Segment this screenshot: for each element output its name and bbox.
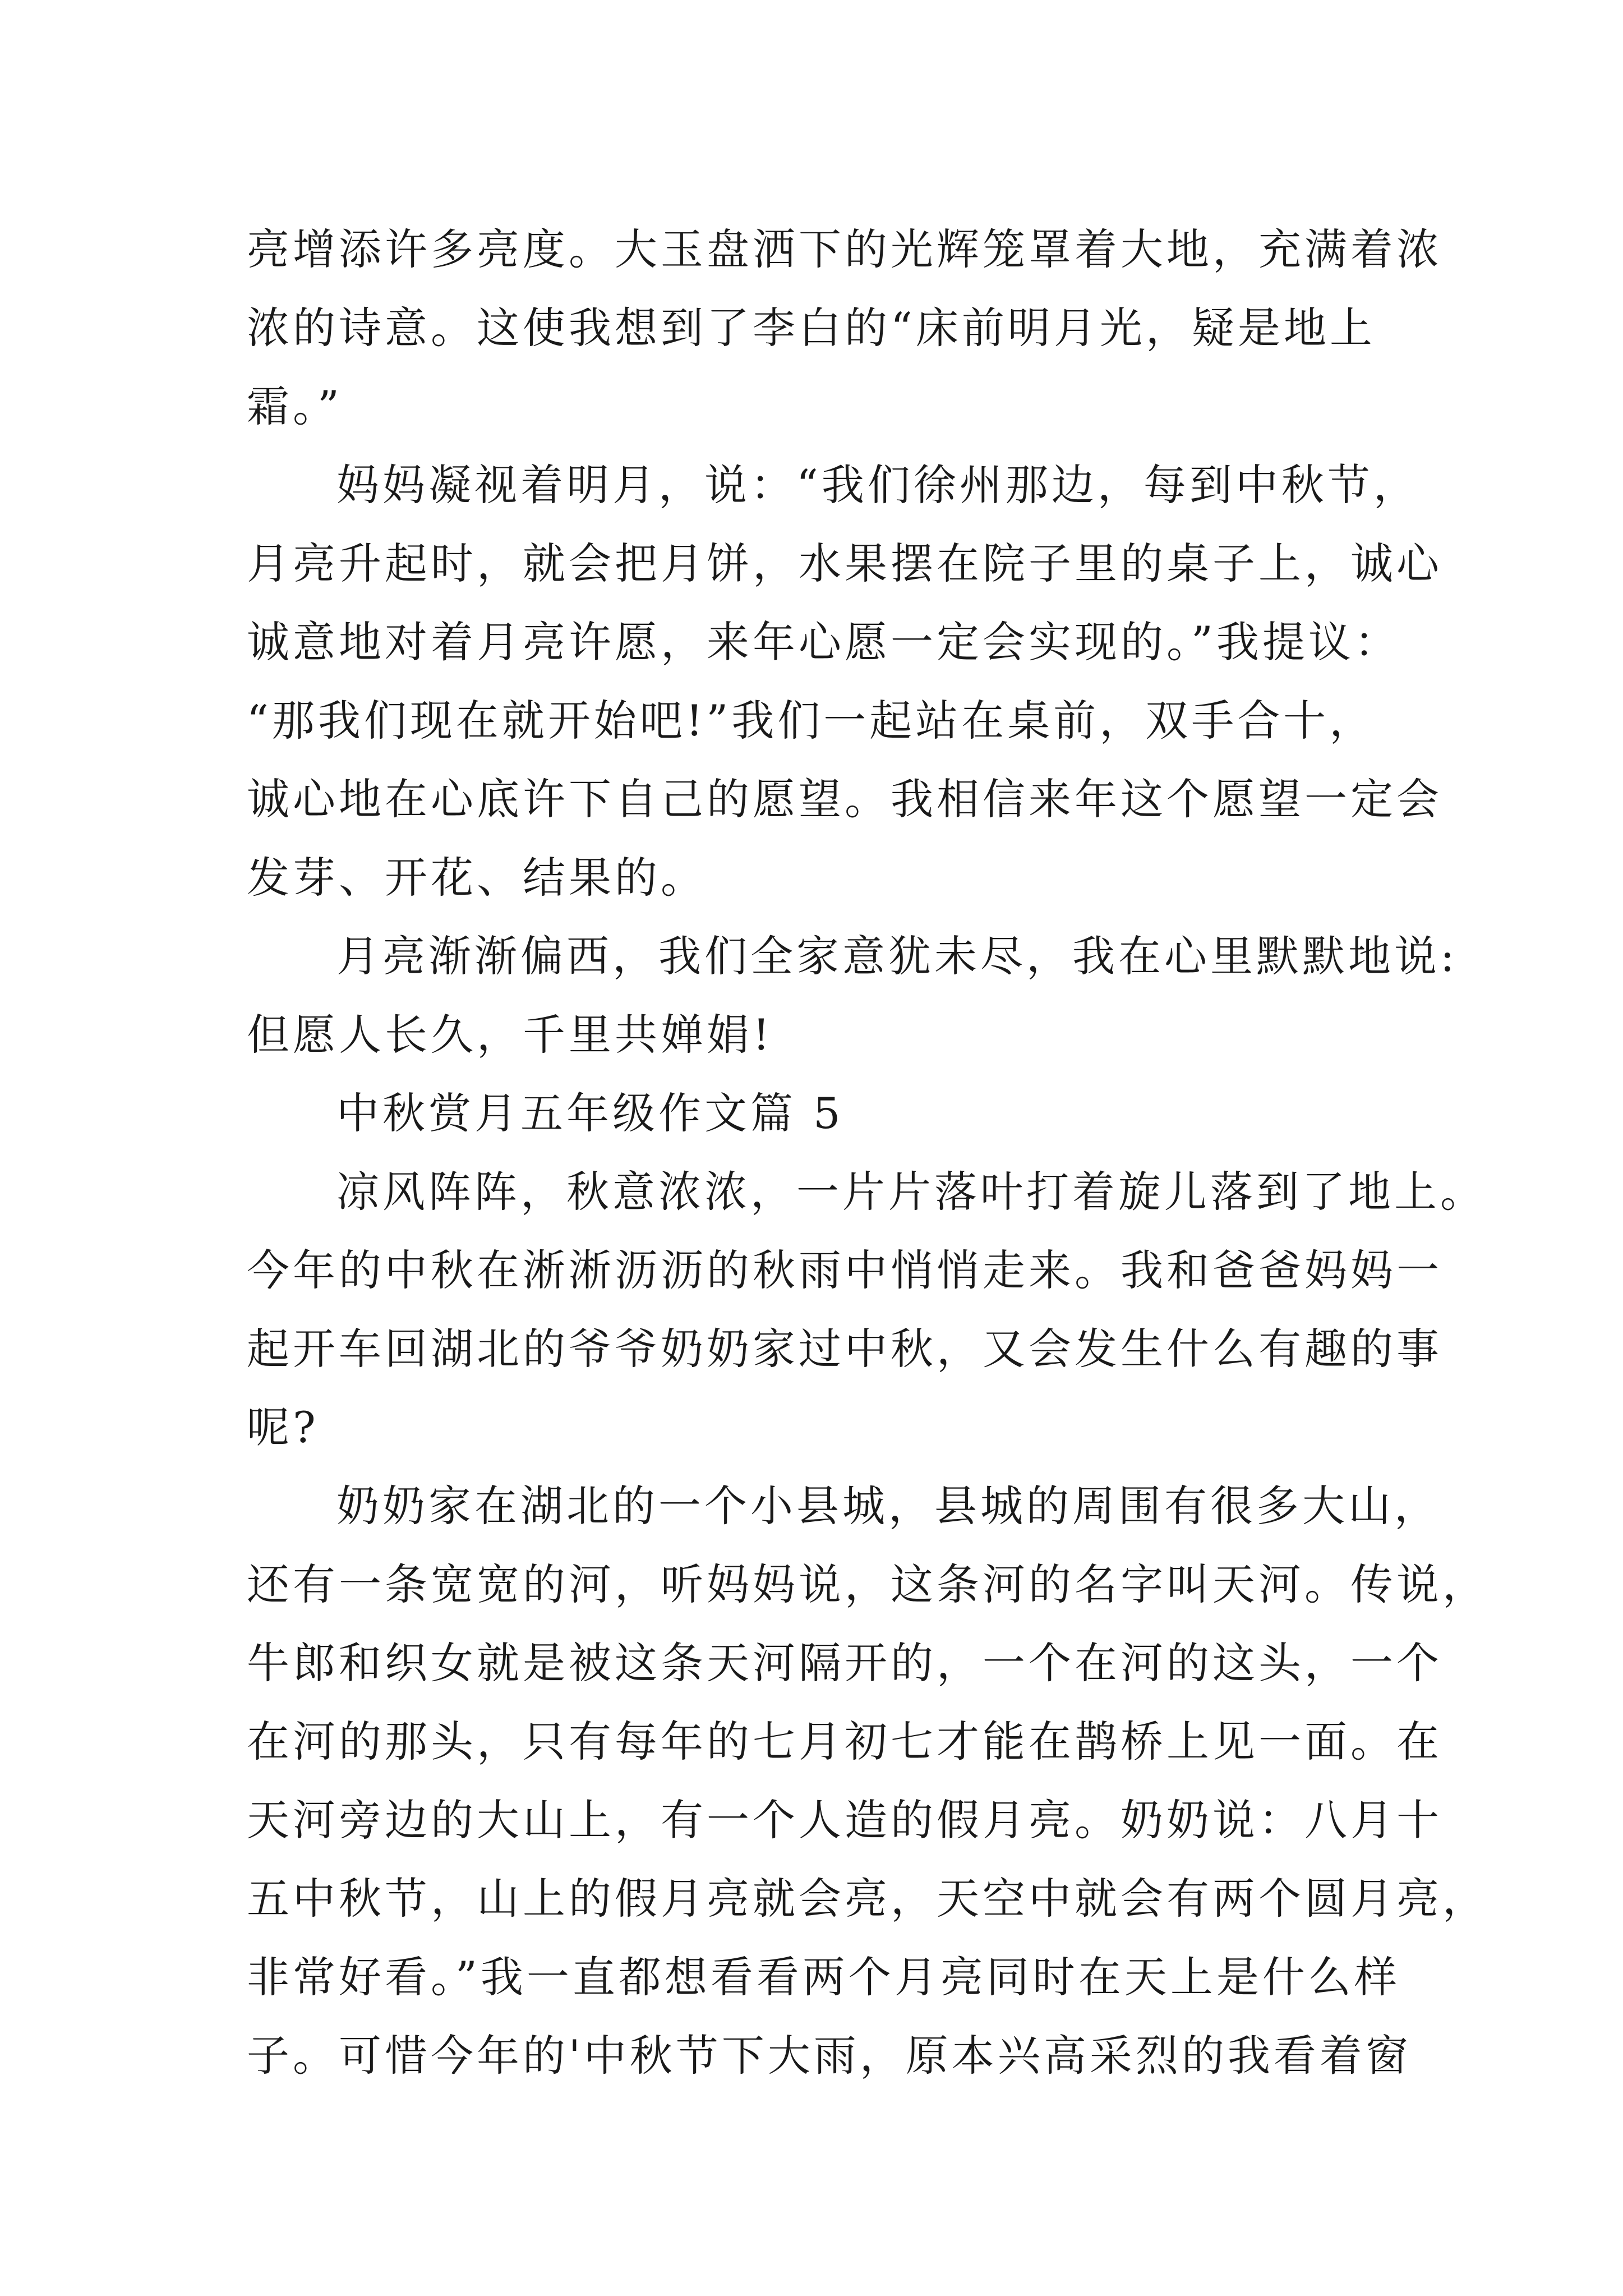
text-line: 中秋赏月五年级作文篇 5 xyxy=(336,1088,844,1138)
text-line: 今年的中秋在淅淅沥沥的秋雨中悄悄走来。我和爸爸妈妈一 xyxy=(247,1245,1442,1295)
text-line: 非常好看。”我一直都想看看两个月亮同时在天上是什么样 xyxy=(247,1952,1400,2002)
text-line: 奶奶家在湖北的一个小县城，县城的周围有很多大山， xyxy=(336,1481,1440,1531)
text-line: 但愿人长久，千里共婵娟! xyxy=(247,1010,773,1060)
text-line: 月亮升起时，就会把月饼，水果摆在院子里的桌子上，诚心 xyxy=(247,539,1442,588)
text-line: 浓的诗意。这使我想到了李白的“床前明月光，疑是地上 xyxy=(247,303,1376,353)
text-line: 诚心地在心底许下自己的愿望。我相信来年这个愿望一定会 xyxy=(247,774,1442,824)
text-line: 起开车回湖北的爷爷奶奶家过中秋，又会发生什么有趣的事 xyxy=(247,1324,1442,1374)
text-line: “那我们现在就开始吧!”我们一起站在桌前，双手合十， xyxy=(247,696,1376,746)
text-line: 牛郎和织女就是被这条天河隔开的，一个在河的这头，一个 xyxy=(247,1638,1442,1688)
text-line: 天河旁边的大山上，有一个人造的假月亮。奶奶说：八月十 xyxy=(247,1795,1442,1845)
text-line: 凉风阵阵，秋意浓浓，一片片落叶打着旋儿落到了地上。 xyxy=(336,1167,1486,1217)
text-line: 霜。” xyxy=(247,381,343,431)
text-line: 在河的那头，只有每年的七月初七才能在鹊桥上见一面。在 xyxy=(247,1717,1442,1766)
text-line: 亮增添许多亮度。大玉盘洒下的光辉笼罩着大地，充满着浓 xyxy=(247,224,1442,274)
text-line: 月亮渐渐偏西，我们全家意犹未尽，我在心里默默地说: xyxy=(336,931,1458,981)
text-line: 子。可惜今年的'中秋节下大雨，原本兴高采烈的我看着窗 xyxy=(247,2031,1412,2081)
text-line: 五中秋节，山上的假月亮就会亮，天空中就会有两个圆月亮， xyxy=(247,1874,1488,1924)
text-line: 妈妈凝视着明月，说：“我们徐州那边，每到中秋节， xyxy=(336,460,1419,510)
text-line: 诚意地对着月亮许愿，来年心愿一定会实现的。”我提议： xyxy=(247,617,1400,667)
text-line: 呢? xyxy=(247,1402,319,1452)
text-line: 还有一条宽宽的河，听妈妈说，这条河的名字叫天河。传说， xyxy=(247,1559,1488,1609)
text-line: 发芽、开花、结果的。 xyxy=(247,853,707,903)
document-body xyxy=(247,210,1488,2095)
